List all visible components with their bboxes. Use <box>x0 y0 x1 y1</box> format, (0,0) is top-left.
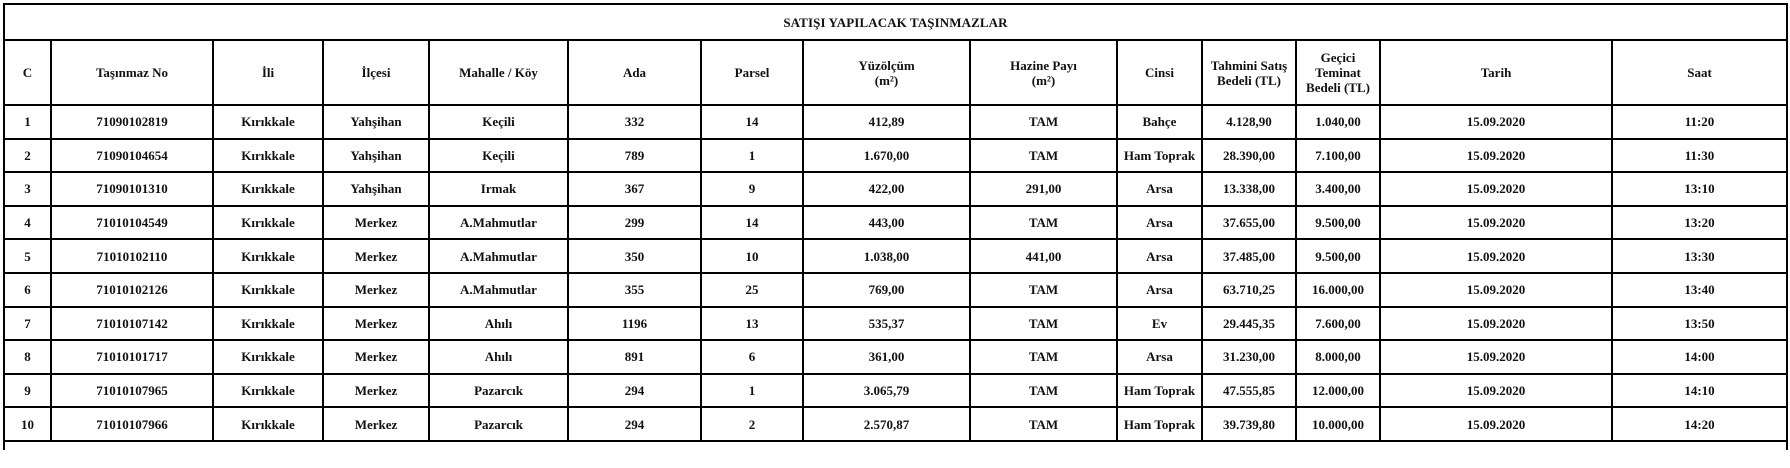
cell-yuzolcum: 412,89 <box>803 105 970 139</box>
column-header-hazine-payi <box>970 40 1117 105</box>
cell-tarih: 15.09.2020 <box>1380 407 1612 441</box>
cell-cinsi: Arsa <box>1117 206 1202 240</box>
cell-mahalle: A.Mahmutlar <box>429 239 568 273</box>
cell-hazine-payi: TAM <box>970 139 1117 173</box>
column-header-line: Hazine Payı <box>1010 57 1077 73</box>
cell-saat: 13:10 <box>1612 172 1787 206</box>
cell-tarih: 15.09.2020 <box>1380 374 1612 408</box>
cell-parsel: 1 <box>701 374 803 408</box>
cell-tarih: 15.09.2020 <box>1380 307 1612 341</box>
table-row <box>4 340 1787 374</box>
column-header-c <box>4 40 51 105</box>
table-row <box>4 139 1787 173</box>
table-body <box>4 105 1787 441</box>
continuation-cell <box>4 441 1787 450</box>
cell-saat: 14:10 <box>1612 374 1787 408</box>
column-header-yuzolcum <box>803 40 970 105</box>
cell-mahalle: A.Mahmutlar <box>429 206 568 240</box>
cell-tasinmaz-no: 71090104654 <box>51 139 213 173</box>
cell-c: 8 <box>4 340 51 374</box>
cell-hazine-payi: 291,00 <box>970 172 1117 206</box>
cell-tahmini-satis: 28.390,00 <box>1202 139 1296 173</box>
cell-ili: Kırıkkale <box>213 340 323 374</box>
cell-mahalle: Ahılı <box>429 307 568 341</box>
cell-tarih: 15.09.2020 <box>1380 206 1612 240</box>
cell-parsel: 25 <box>701 273 803 307</box>
cell-yuzolcum: 769,00 <box>803 273 970 307</box>
cell-tasinmaz-no: 71010104549 <box>51 206 213 240</box>
cell-parsel: 14 <box>701 105 803 139</box>
column-header-line: Tahmini Satış <box>1210 57 1288 73</box>
cell-parsel: 9 <box>701 172 803 206</box>
cell-ili: Kırıkkale <box>213 105 323 139</box>
properties-table <box>3 3 1788 450</box>
cell-tahmini-satis: 31.230,00 <box>1202 340 1296 374</box>
column-header-line: C <box>22 65 33 80</box>
cell-ilcesi: Merkez <box>323 273 429 307</box>
cell-mahalle: Pazarcık <box>429 374 568 408</box>
column-header-tarih <box>1380 40 1612 105</box>
cell-tahmini-satis: 37.485,00 <box>1202 239 1296 273</box>
cell-saat: 14:00 <box>1612 340 1787 374</box>
cell-yuzolcum: 361,00 <box>803 340 970 374</box>
column-header-line: Bedeli (TL) <box>1306 80 1370 95</box>
cell-ili: Kırıkkale <box>213 307 323 341</box>
cell-saat: 13:40 <box>1612 273 1787 307</box>
cell-hazine-payi: TAM <box>970 374 1117 408</box>
cell-ada: 789 <box>568 139 701 173</box>
cell-c: 2 <box>4 139 51 173</box>
cell-ili: Kırıkkale <box>213 172 323 206</box>
column-header-line: İli <box>261 65 275 80</box>
table-row <box>4 407 1787 441</box>
cell-mahalle: Ahılı <box>429 340 568 374</box>
cell-ili: Kırıkkale <box>213 407 323 441</box>
column-header-tasinmaz-no <box>51 40 213 105</box>
column-header-line: Parsel <box>734 65 770 80</box>
document-sheet <box>3 3 1788 450</box>
cell-saat: 13:20 <box>1612 206 1787 240</box>
cell-tahmini-satis: 39.739,80 <box>1202 407 1296 441</box>
cell-ada: 294 <box>568 374 701 408</box>
column-header-gecici-teminat <box>1296 40 1380 105</box>
cell-c: 1 <box>4 105 51 139</box>
cell-tasinmaz-no: 71010101717 <box>51 340 213 374</box>
cell-ili: Kırıkkale <box>213 273 323 307</box>
cell-hazine-payi: TAM <box>970 307 1117 341</box>
column-header-ada <box>568 40 701 105</box>
cell-hazine-payi: TAM <box>970 340 1117 374</box>
column-header-line: (m²) <box>1031 72 1056 88</box>
title-row <box>4 4 1787 40</box>
cell-ili: Kırıkkale <box>213 206 323 240</box>
cell-cinsi: Bahçe <box>1117 105 1202 139</box>
cell-tasinmaz-no: 71010102110 <box>51 239 213 273</box>
cell-ilcesi: Yahşihan <box>323 139 429 173</box>
column-header-line: Cinsi <box>1145 65 1174 80</box>
cell-c: 4 <box>4 206 51 240</box>
cell-cinsi: Arsa <box>1117 172 1202 206</box>
table-row <box>4 374 1787 408</box>
cell-yuzolcum: 1.670,00 <box>803 139 970 173</box>
table-row <box>4 239 1787 273</box>
cell-saat: 14:20 <box>1612 407 1787 441</box>
cell-tahmini-satis: 4.128,90 <box>1202 105 1296 139</box>
cell-tahmini-satis: 63.710,25 <box>1202 273 1296 307</box>
column-header-line: Teminat <box>1315 65 1361 80</box>
cell-gecici-teminat: 9.500,00 <box>1296 206 1380 240</box>
column-header-ili <box>213 40 323 105</box>
table-row <box>4 206 1787 240</box>
cell-c: 10 <box>4 407 51 441</box>
cell-saat: 13:50 <box>1612 307 1787 341</box>
cell-ili: Kırıkkale <box>213 239 323 273</box>
cell-ili: Kırıkkale <box>213 139 323 173</box>
cell-c: 7 <box>4 307 51 341</box>
column-header-tahmini-satis <box>1202 40 1296 105</box>
cell-mahalle: Keçili <box>429 139 568 173</box>
cell-saat: 11:30 <box>1612 139 1787 173</box>
cell-saat: 11:20 <box>1612 105 1787 139</box>
column-header-line: (m²) <box>874 72 899 88</box>
cell-parsel: 2 <box>701 407 803 441</box>
cell-ilcesi: Yahşihan <box>323 105 429 139</box>
cell-tasinmaz-no: 71010107966 <box>51 407 213 441</box>
column-header-mahalle <box>429 40 568 105</box>
cell-ada: 1196 <box>568 307 701 341</box>
cell-mahalle: Irmak <box>429 172 568 206</box>
cell-hazine-payi: TAM <box>970 407 1117 441</box>
cell-yuzolcum: 535,37 <box>803 307 970 341</box>
cell-c: 6 <box>4 273 51 307</box>
cell-hazine-payi: TAM <box>970 206 1117 240</box>
cell-ada: 350 <box>568 239 701 273</box>
cell-ada: 891 <box>568 340 701 374</box>
cell-tarih: 15.09.2020 <box>1380 239 1612 273</box>
cell-yuzolcum: 1.038,00 <box>803 239 970 273</box>
cell-c: 3 <box>4 172 51 206</box>
column-header-line: Bedeli (TL) <box>1217 72 1281 88</box>
cell-gecici-teminat: 3.400,00 <box>1296 172 1380 206</box>
cell-gecici-teminat: 16.000,00 <box>1296 273 1380 307</box>
cell-parsel: 14 <box>701 206 803 240</box>
continuation-row <box>4 441 1787 450</box>
cell-cinsi: Ham Toprak <box>1117 139 1202 173</box>
cell-ilcesi: Merkez <box>323 374 429 408</box>
cell-parsel: 13 <box>701 307 803 341</box>
cell-gecici-teminat: 1.040,00 <box>1296 105 1380 139</box>
cell-ilcesi: Yahşihan <box>323 172 429 206</box>
cell-tarih: 15.09.2020 <box>1380 139 1612 173</box>
cell-tarih: 15.09.2020 <box>1380 273 1612 307</box>
column-header-saat <box>1612 40 1787 105</box>
cell-tasinmaz-no: 71090101310 <box>51 172 213 206</box>
cell-saat: 13:30 <box>1612 239 1787 273</box>
column-header-ilcesi <box>323 40 429 105</box>
column-header-line: Yüzölçüm <box>858 57 915 73</box>
cell-ilcesi: Merkez <box>323 340 429 374</box>
cell-tarih: 15.09.2020 <box>1380 105 1612 139</box>
cell-parsel: 10 <box>701 239 803 273</box>
cell-yuzolcum: 443,00 <box>803 206 970 240</box>
column-header-line: Mahalle / Köy <box>459 65 538 80</box>
column-header-line: Ada <box>622 65 647 80</box>
cell-ilcesi: Merkez <box>323 239 429 273</box>
cell-tarih: 15.09.2020 <box>1380 172 1612 206</box>
cell-ili: Kırıkkale <box>213 374 323 408</box>
column-header-line: İlçesi <box>361 65 391 80</box>
cell-ada: 367 <box>568 172 701 206</box>
cell-c: 5 <box>4 239 51 273</box>
cell-tasinmaz-no: 71010107142 <box>51 307 213 341</box>
table-row <box>4 105 1787 139</box>
table-row <box>4 273 1787 307</box>
cell-tasinmaz-no: 71010107965 <box>51 374 213 408</box>
cell-c: 9 <box>4 374 51 408</box>
cell-cinsi: Arsa <box>1117 340 1202 374</box>
cell-ilcesi: Merkez <box>323 407 429 441</box>
table-row <box>4 172 1787 206</box>
cell-tahmini-satis: 13.338,00 <box>1202 172 1296 206</box>
cell-parsel: 1 <box>701 139 803 173</box>
cell-ilcesi: Merkez <box>323 206 429 240</box>
cell-ada: 332 <box>568 105 701 139</box>
cell-yuzolcum: 2.570,87 <box>803 407 970 441</box>
cell-tasinmaz-no: 71010102126 <box>51 273 213 307</box>
cell-tarih: 15.09.2020 <box>1380 340 1612 374</box>
cell-yuzolcum: 3.065,79 <box>803 374 970 408</box>
column-header-line: Taşınmaz No <box>95 65 169 80</box>
column-header-line: Tarih <box>1480 65 1512 80</box>
cell-ada: 299 <box>568 206 701 240</box>
cell-gecici-teminat: 7.600,00 <box>1296 307 1380 341</box>
cell-tasinmaz-no: 71090102819 <box>51 105 213 139</box>
cell-ilcesi: Merkez <box>323 307 429 341</box>
cell-cinsi: Ham Toprak <box>1117 374 1202 408</box>
cell-gecici-teminat: 8.000,00 <box>1296 340 1380 374</box>
table-title: SATIŞI YAPILACAK TAŞINMAZLAR <box>4 4 1787 40</box>
cell-yuzolcum: 422,00 <box>803 172 970 206</box>
column-header-line: Saat <box>1687 65 1712 80</box>
cell-tahmini-satis: 37.655,00 <box>1202 206 1296 240</box>
cell-gecici-teminat: 12.000,00 <box>1296 374 1380 408</box>
cell-ada: 294 <box>568 407 701 441</box>
cell-parsel: 6 <box>701 340 803 374</box>
column-header-cinsi <box>1117 40 1202 105</box>
column-header-parsel <box>701 40 803 105</box>
cell-mahalle: Keçili <box>429 105 568 139</box>
cell-hazine-payi: TAM <box>970 273 1117 307</box>
cell-cinsi: Arsa <box>1117 239 1202 273</box>
cell-tahmini-satis: 47.555,85 <box>1202 374 1296 408</box>
cell-gecici-teminat: 9.500,00 <box>1296 239 1380 273</box>
cell-hazine-payi: 441,00 <box>970 239 1117 273</box>
cell-gecici-teminat: 10.000,00 <box>1296 407 1380 441</box>
cell-tahmini-satis: 29.445,35 <box>1202 307 1296 341</box>
cell-ada: 355 <box>568 273 701 307</box>
cell-cinsi: Ev <box>1117 307 1202 341</box>
header-row <box>4 40 1787 105</box>
cell-cinsi: Arsa <box>1117 273 1202 307</box>
table-row <box>4 307 1787 341</box>
cell-hazine-payi: TAM <box>970 105 1117 139</box>
column-header-line: Geçici <box>1320 50 1356 65</box>
cell-mahalle: Pazarcık <box>429 407 568 441</box>
cell-cinsi: Ham Toprak <box>1117 407 1202 441</box>
cell-gecici-teminat: 7.100,00 <box>1296 139 1380 173</box>
cell-mahalle: A.Mahmutlar <box>429 273 568 307</box>
